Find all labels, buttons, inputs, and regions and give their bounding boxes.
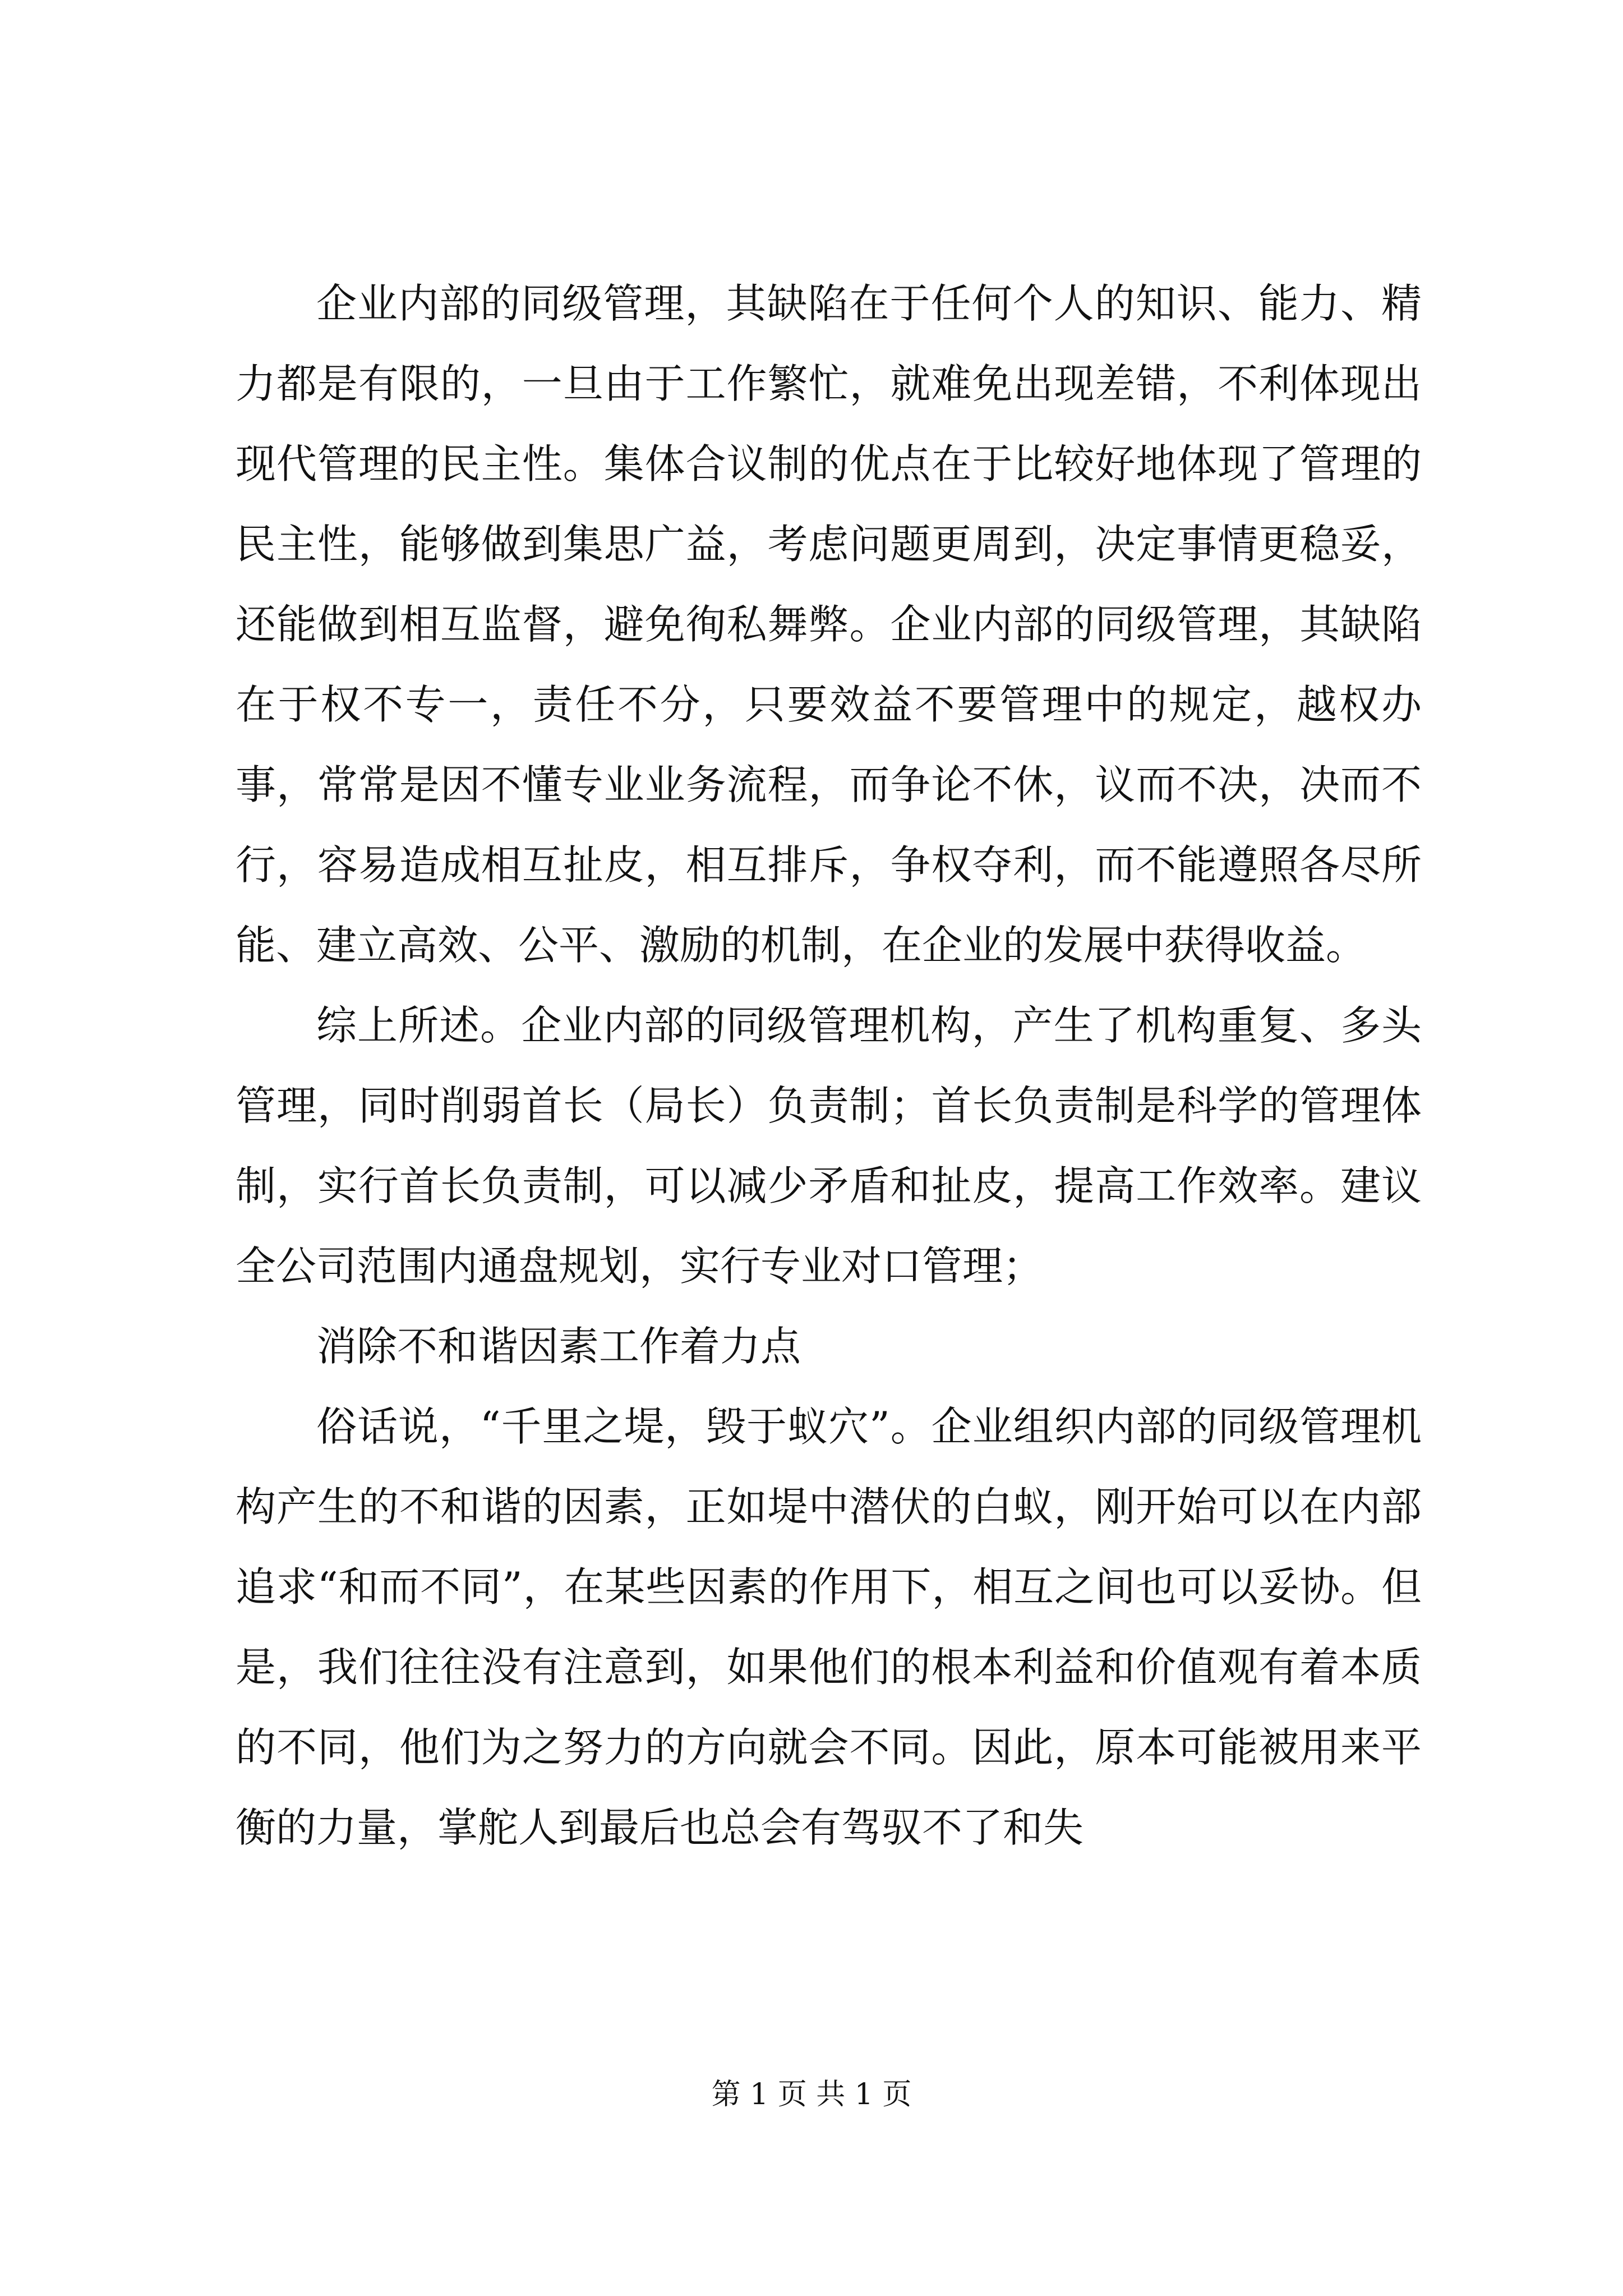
paragraph-1: 企业内部的同级管理，其缺陷在于任何个人的知识、能力、精力都是有限的，一旦由于工作繁忙，就难免出现差错，不利体现出现代管理的民主性。集体合议制的优点在于比较好地体现了管理的民主性，能够做到集思广益，考虑问题更周到，决定事情更稳妥，还能做到相互监督，避免徇私舞弊。企业内部的同级管理，其缺陷在于权不专一，责任不分，只要效益不要管理中的规定，越权办事，常常是因不懂专业业务流程，而争论不休，议而不决，决而不行，容易造成相互扯皮，相互排斥，争权夺利，而不能遵照各尽所能、建立高效、公平、激励的机制，在企业的发展中获得收益。 (236, 280, 1422, 969)
document-body (236, 264, 1422, 1868)
paragraph-2: 综上所述。企业内部的同级管理机构，产生了机构重复、多头管理，同时削弱首长（局长）负责制；首长负责制是科学的管理体制，实行首长负责制，可以减少矛盾和扯皮，提高工作效率。建议全公司范围内通盘规划，实行专业对口管理； (236, 1002, 1422, 1290)
section-heading: 消除不和谐因素工作着力点 (316, 1323, 801, 1370)
paragraph-3: 俗话说，“千里之堤，毁于蚁穴”。企业组织内部的同级管理机构产生的不和谐的因素，正如堤中潜伏的白蚁，刚开始可以在内部追求“和而不同”，在某些因素的作用下，相互之间也可以妥协。但是，我们往往没有注意到，如果他们的根本利益和价值观有着本质的不同，他们为之努力的方向就会不同。因此，原本可能被用来平衡的力量，掌舵人到最后也总会有驾驭不了和失 (236, 1403, 1422, 1851)
page-footer: 第 1 页 共 1 页 (711, 2078, 912, 2111)
